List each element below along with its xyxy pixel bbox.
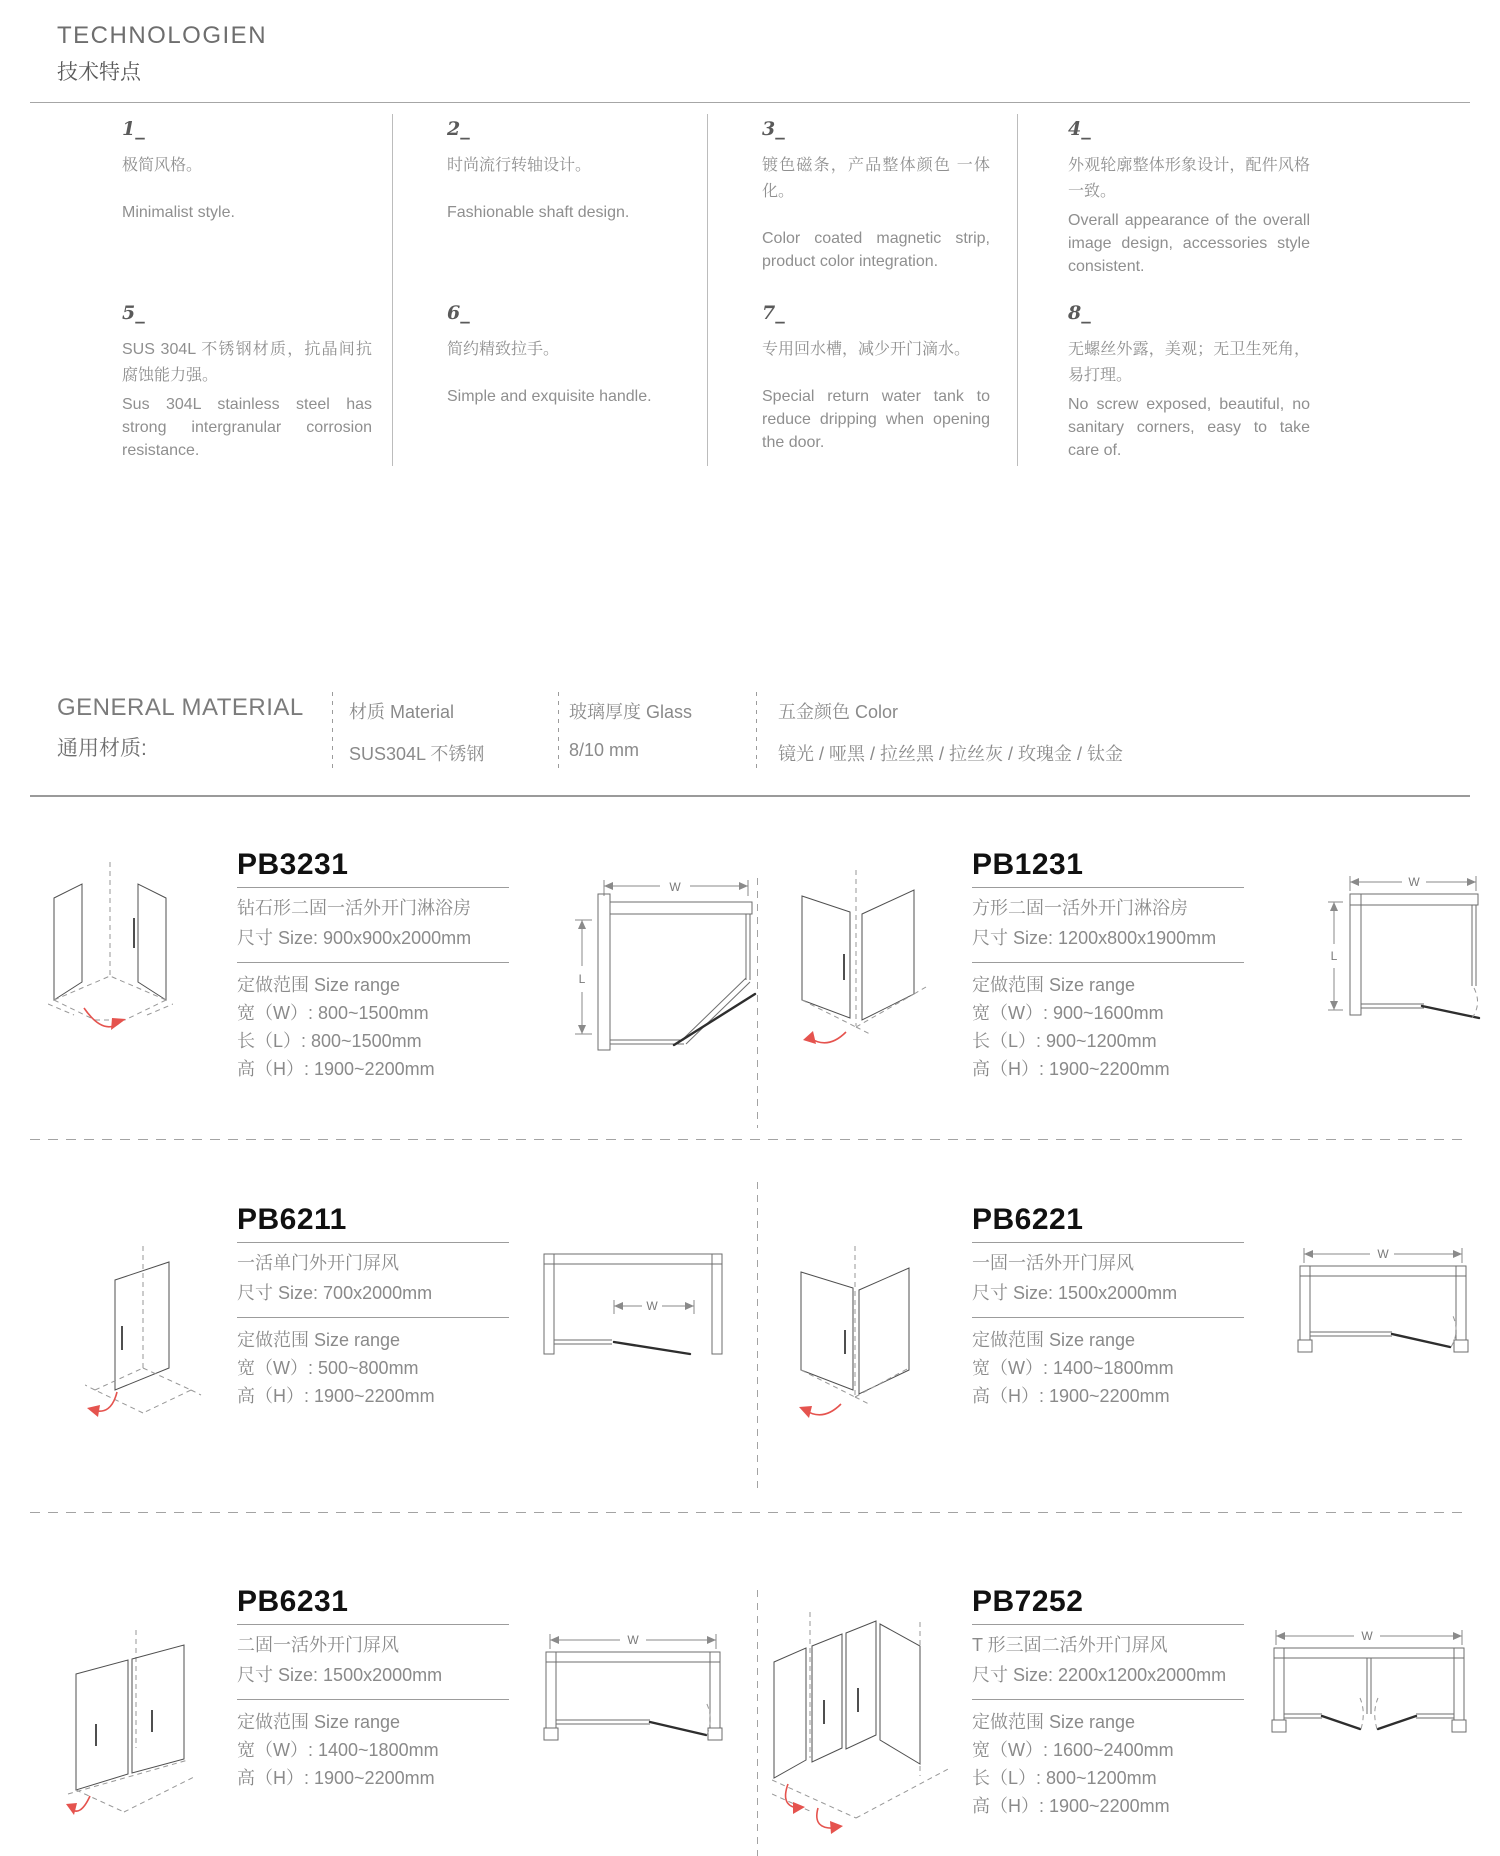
product-range-row: 长（L）: 900~1200mm bbox=[972, 1031, 1157, 1051]
pb6211-plan-diagram bbox=[538, 1248, 728, 1363]
material-col-glass bbox=[569, 698, 692, 761]
feature-number: 4_ bbox=[1068, 118, 1091, 140]
product-divider bbox=[237, 962, 509, 963]
pb6221-plan-diagram bbox=[1290, 1244, 1475, 1359]
product-size-range-title: 定做范围 Size range bbox=[972, 1712, 1136, 1732]
product-range-row: 高（H）: 1900~2200mm bbox=[972, 1059, 1170, 1079]
feature-text-zh: 时尚流行转轴设计。 bbox=[447, 157, 592, 174]
page-subtitle: 技术特点 bbox=[57, 61, 141, 84]
product-size-range-title: 定做范围 Size range bbox=[237, 1330, 401, 1350]
material-col-material bbox=[349, 698, 484, 766]
row-separator bbox=[30, 1512, 1470, 1513]
product-range-row: 宽（W）: 1400~1800mm bbox=[972, 1358, 1174, 1378]
product-code: PB1231 bbox=[972, 848, 1084, 881]
pb6211-iso-diagram bbox=[85, 1242, 210, 1457]
product-range-row: 高（H）: 1900~2200mm bbox=[237, 1768, 435, 1788]
product-divider bbox=[972, 1317, 1244, 1318]
material-divider bbox=[756, 692, 757, 772]
product-card-pb7252 bbox=[972, 1584, 1274, 1819]
feature-3 bbox=[762, 118, 990, 302]
product-code: PB3231 bbox=[237, 848, 349, 881]
product-divider bbox=[237, 1699, 509, 1700]
product-range-row: 宽（W）: 1600~2400mm bbox=[972, 1740, 1174, 1760]
product-size: 尺寸 Size: 700x2000mm bbox=[237, 1283, 433, 1303]
product-size-range-title: 定做范围 Size range bbox=[237, 1712, 401, 1732]
material-label: 材质 Material bbox=[349, 702, 455, 722]
feature-number: 5_ bbox=[122, 302, 145, 324]
product-desc: T 形三固二活外开门屏风 bbox=[972, 1635, 1168, 1655]
feature-8 bbox=[1068, 302, 1310, 486]
product-code: PB7252 bbox=[972, 1585, 1084, 1618]
column-separator bbox=[757, 1590, 758, 1856]
feature-6 bbox=[447, 302, 667, 486]
feature-text-en: Overall appearance of the overall image design, accessories style consistent. bbox=[1068, 212, 1310, 275]
pb3231-iso-diagram bbox=[48, 858, 173, 1073]
column-separator bbox=[757, 1182, 758, 1488]
product-range-row: 宽（W）: 900~1600mm bbox=[972, 1003, 1164, 1023]
feature-column-divider bbox=[392, 114, 393, 466]
product-card-pb1231 bbox=[972, 847, 1274, 1082]
product-size: 尺寸 Size: 1500x2000mm bbox=[972, 1283, 1178, 1303]
feature-text-zh: 简约精致拉手。 bbox=[447, 341, 560, 358]
dim-label-w: W bbox=[627, 1633, 639, 1647]
product-size-range-title: 定做范围 Size range bbox=[972, 1330, 1136, 1350]
product-desc: 一固一活外开门屏风 bbox=[972, 1253, 1134, 1273]
column-separator bbox=[757, 878, 758, 1128]
product-range-row: 高（H）: 1900~2200mm bbox=[972, 1796, 1170, 1816]
product-size: 尺寸 Size: 1200x800x1900mm bbox=[972, 928, 1217, 948]
feature-text-zh: SUS 304L 不锈钢材质，抗晶间抗腐蚀能力强。 bbox=[122, 341, 372, 384]
product-divider bbox=[972, 1242, 1244, 1243]
material-value: 镜光 / 哑黑 / 拉丝黑 / 拉丝灰 / 玫瑰金 / 钛金 bbox=[778, 744, 1124, 764]
feature-text-en: Special return water tank to reduce dripping when opening the door. bbox=[762, 388, 990, 451]
product-desc: 二固一活外开门屏风 bbox=[237, 1635, 399, 1655]
product-card-pb6221 bbox=[972, 1202, 1274, 1409]
feature-text-zh: 无螺丝外露，美观；无卫生死角，易打理。 bbox=[1068, 341, 1310, 384]
page-title: TECHNOLOGIEN bbox=[57, 22, 268, 49]
pb3231-plan-diagram bbox=[562, 872, 757, 1067]
feature-text-en: Color coated magnetic strip, product color integration. bbox=[762, 230, 990, 270]
product-code: PB6211 bbox=[237, 1203, 347, 1236]
feature-text-en: Minimalist style. bbox=[122, 204, 235, 221]
material-divider bbox=[332, 692, 333, 772]
product-size: 尺寸 Size: 1500x2000mm bbox=[237, 1665, 443, 1685]
product-desc: 一活单门外开门屏风 bbox=[237, 1253, 399, 1273]
feature-number: 7_ bbox=[762, 302, 785, 324]
dim-label-l: L bbox=[578, 972, 586, 986]
feature-column-divider bbox=[1017, 114, 1018, 466]
row-separator bbox=[30, 1139, 1470, 1140]
dim-label-w: W bbox=[1408, 875, 1420, 889]
dim-label-w: W bbox=[1377, 1247, 1389, 1261]
product-desc: 钻石形二固一活外开门淋浴房 bbox=[237, 898, 471, 918]
material-title: GENERAL MATERIAL bbox=[57, 694, 304, 721]
feature-number: 8_ bbox=[1068, 302, 1091, 324]
pb6231-iso-diagram bbox=[66, 1628, 206, 1853]
feature-text-en: Sus 304L stainless steel has strong intergranular corrosion resistance. bbox=[122, 396, 372, 459]
product-divider bbox=[237, 887, 509, 888]
dim-label-w: W bbox=[646, 1299, 658, 1313]
pb1231-iso-diagram bbox=[798, 866, 928, 1076]
product-size: 尺寸 Size: 2200x1200x2000mm bbox=[972, 1665, 1227, 1685]
feature-text-zh: 外观轮廓整体形象设计，配件风格一致。 bbox=[1068, 157, 1310, 200]
features-section bbox=[30, 102, 1470, 482]
material-divider bbox=[558, 692, 559, 772]
material-value: SUS304L 不锈钢 bbox=[349, 744, 485, 764]
product-card-pb6231 bbox=[237, 1584, 539, 1791]
section-divider bbox=[30, 795, 1470, 797]
material-label: 五金颜色 Color bbox=[778, 702, 899, 722]
feature-column-2 bbox=[447, 118, 667, 486]
product-divider bbox=[237, 1242, 509, 1243]
feature-text-zh: 专用回水槽，减少开门滴水。 bbox=[762, 341, 971, 358]
feature-text-en: Simple and exquisite handle. bbox=[447, 388, 652, 405]
feature-number: 1_ bbox=[122, 118, 145, 140]
product-size-range-title: 定做范围 Size range bbox=[972, 975, 1136, 995]
product-range-row: 长（L）: 800~1200mm bbox=[972, 1768, 1157, 1788]
feature-7 bbox=[762, 302, 990, 486]
feature-text-zh: 极简风格。 bbox=[122, 157, 203, 174]
feature-text-en: Fashionable shaft design. bbox=[447, 204, 630, 221]
product-range-row: 高（H）: 1900~2200mm bbox=[237, 1386, 435, 1406]
feature-2 bbox=[447, 118, 667, 302]
product-divider bbox=[237, 1317, 509, 1318]
feature-number: 2_ bbox=[447, 118, 470, 140]
feature-4 bbox=[1068, 118, 1310, 302]
feature-number: 6_ bbox=[447, 302, 470, 324]
product-range-row: 高（H）: 1900~2200mm bbox=[237, 1059, 435, 1079]
product-range-row: 高（H）: 1900~2200mm bbox=[972, 1386, 1170, 1406]
product-code: PB6221 bbox=[972, 1203, 1084, 1236]
product-range-row: 宽（W）: 1400~1800mm bbox=[237, 1740, 439, 1760]
material-value: 8/10 mm bbox=[569, 740, 640, 760]
feature-1 bbox=[122, 118, 372, 302]
product-range-row: 宽（W）: 800~1500mm bbox=[237, 1003, 429, 1023]
pb7252-plan-diagram bbox=[1266, 1626, 1471, 1746]
pb6221-iso-diagram bbox=[795, 1240, 925, 1455]
product-size-range-title: 定做范围 Size range bbox=[237, 975, 401, 995]
product-card-pb3231 bbox=[237, 847, 539, 1082]
product-divider bbox=[972, 1699, 1244, 1700]
material-col-color bbox=[778, 698, 1123, 766]
feature-column-4 bbox=[1068, 118, 1310, 486]
feature-column-1 bbox=[122, 118, 372, 486]
feature-text-zh: 镀色磁条，产品整体颜色 一体化。 bbox=[762, 157, 990, 200]
feature-column-3 bbox=[762, 118, 990, 486]
dim-label-l: L bbox=[1330, 949, 1338, 963]
product-divider bbox=[237, 1624, 509, 1625]
product-card-pb6211 bbox=[237, 1202, 539, 1409]
feature-number: 3_ bbox=[762, 118, 785, 140]
product-divider bbox=[972, 962, 1244, 963]
product-divider bbox=[972, 1624, 1244, 1625]
dim-label-w: W bbox=[1361, 1629, 1373, 1643]
product-range-row: 长（L）: 800~1500mm bbox=[237, 1031, 422, 1051]
feature-text-en: No screw exposed, beautiful, no sanitary corners, easy to take care of. bbox=[1068, 396, 1310, 459]
feature-5 bbox=[122, 302, 372, 486]
dim-label-w: W bbox=[669, 880, 681, 894]
material-subtitle: 通用材质: bbox=[57, 737, 147, 760]
pb1231-plan-diagram bbox=[1322, 872, 1482, 1027]
product-range-row: 宽（W）: 500~800mm bbox=[237, 1358, 419, 1378]
pb7252-iso-diagram bbox=[772, 1608, 952, 1843]
product-desc: 方形二固一活外开门淋浴房 bbox=[972, 898, 1188, 918]
pb6231-plan-diagram bbox=[538, 1630, 728, 1750]
feature-column-divider bbox=[707, 114, 708, 466]
product-code: PB6231 bbox=[237, 1585, 349, 1618]
product-size: 尺寸 Size: 900x900x2000mm bbox=[237, 928, 472, 948]
product-divider bbox=[972, 887, 1244, 888]
material-label: 玻璃厚度 Glass bbox=[569, 702, 693, 722]
